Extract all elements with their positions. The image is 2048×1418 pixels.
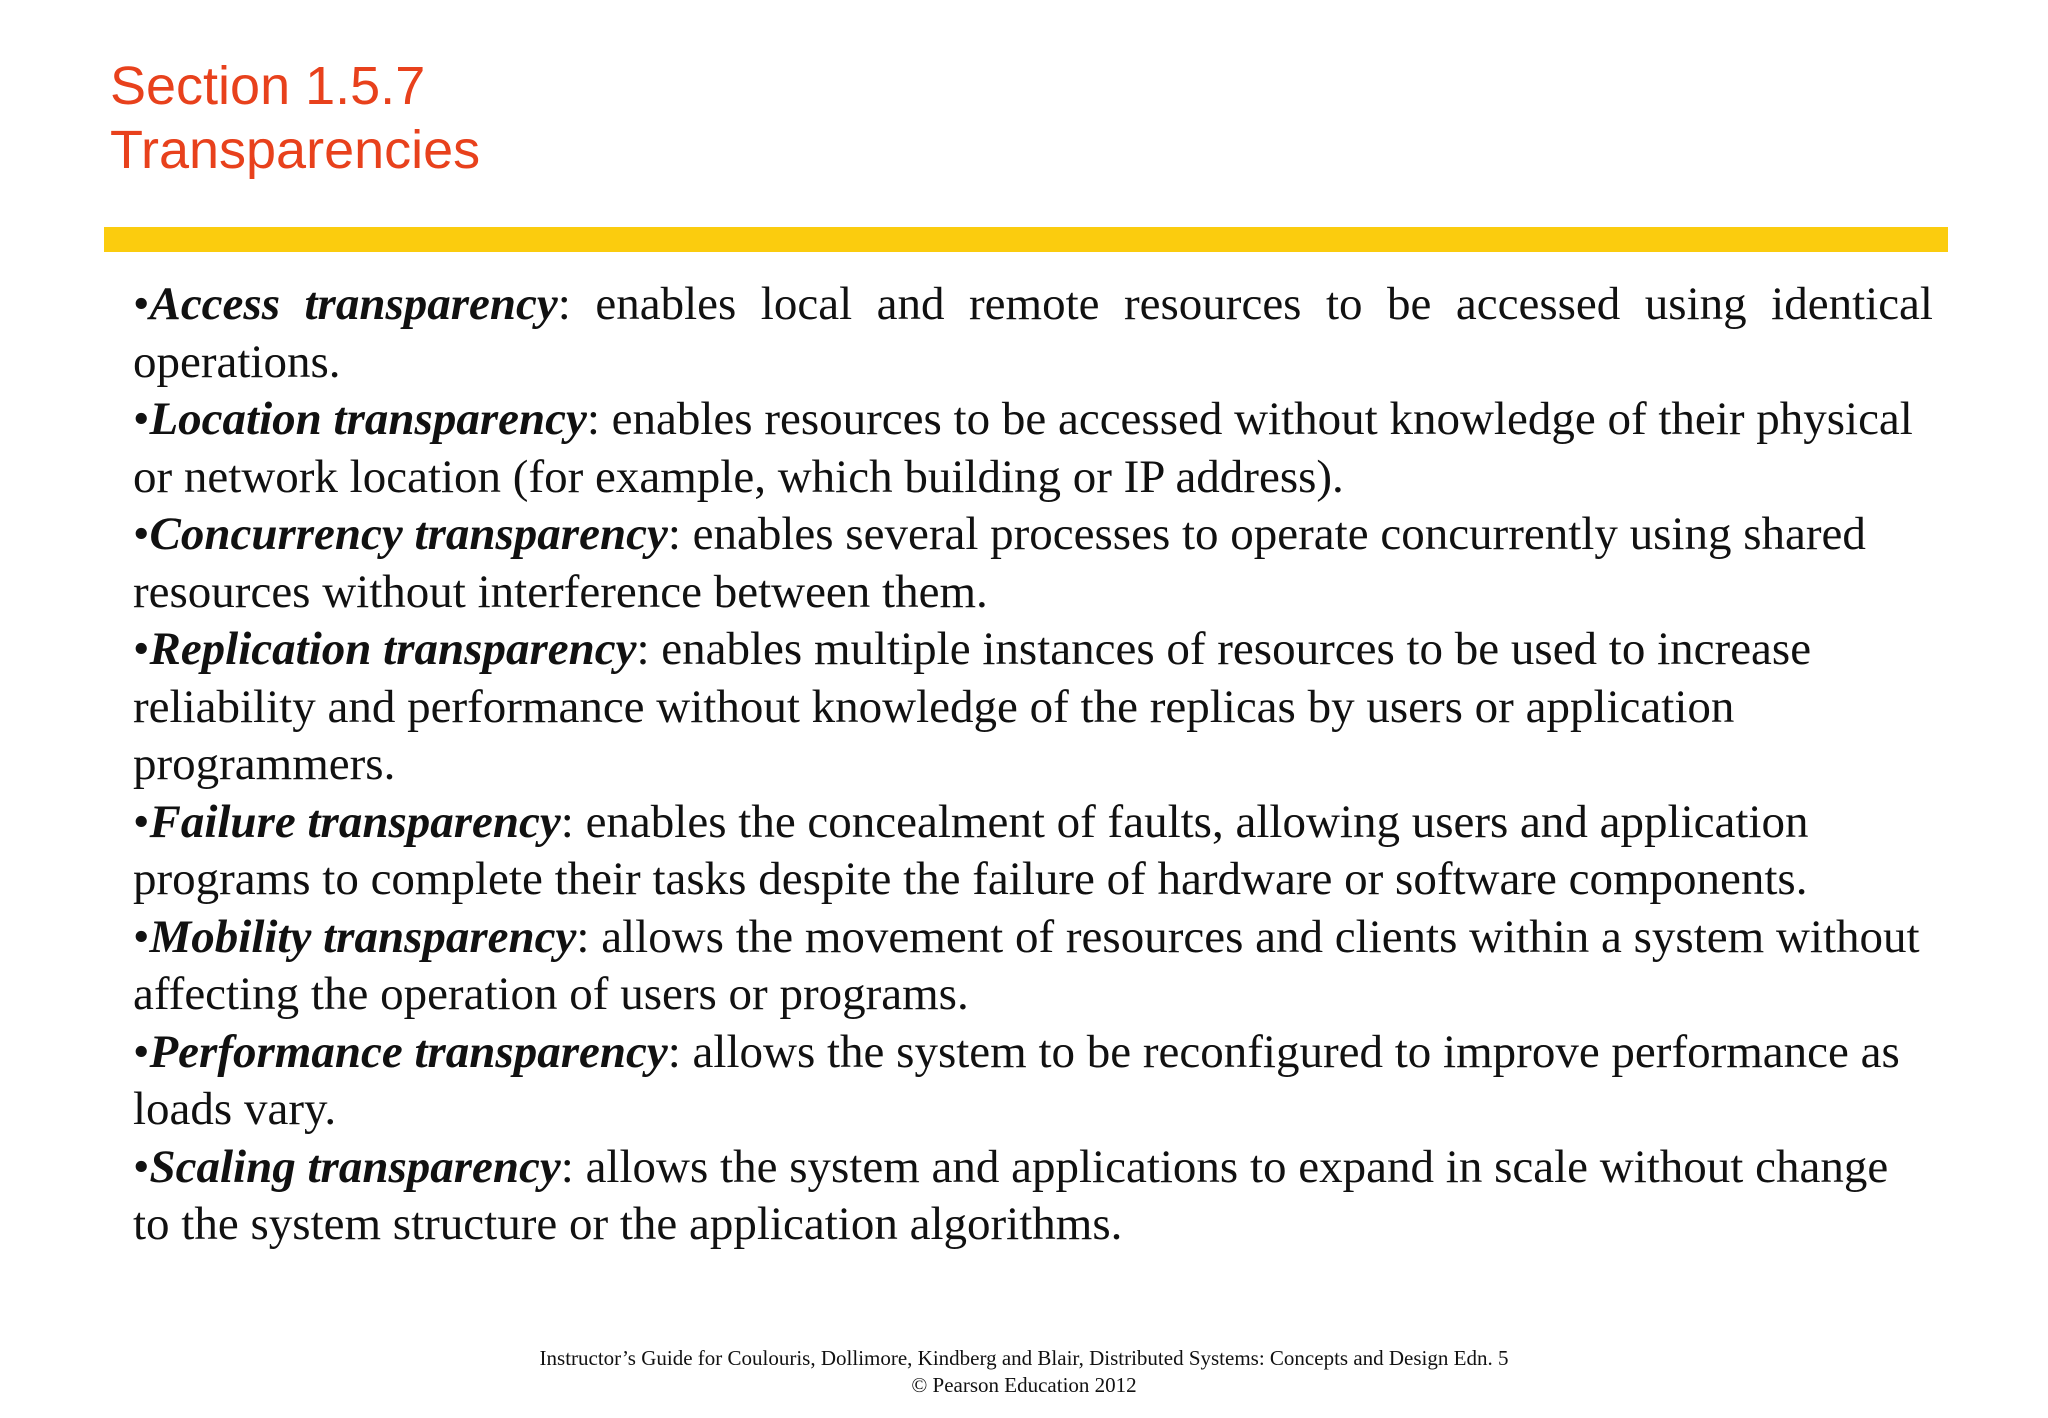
list-item bbox=[133, 1139, 1933, 1254]
item-term: Performance transparency bbox=[149, 1025, 668, 1078]
bullet: • bbox=[133, 278, 150, 330]
bullet: • bbox=[133, 795, 150, 848]
item-description: : allows the system to be reconfigured to improve performance as loads vary. bbox=[133, 1025, 1900, 1135]
list-item bbox=[133, 391, 1933, 506]
item-description: : enables resources to be accessed without knowledge of their physical or network location (for example, which building or IP address). bbox=[133, 393, 1913, 503]
item-term: Location transparency bbox=[149, 393, 587, 445]
item-description: : allows the movement of resources and clients within a system without affecting the operation of users or programs. bbox=[133, 910, 1920, 1020]
title-divider bbox=[104, 227, 1948, 252]
item-term: Replication transparency bbox=[149, 623, 637, 675]
item-description: : enables local and remote resources to be accessed using identical operations. bbox=[133, 278, 1933, 388]
list-item bbox=[133, 1024, 1933, 1139]
list-item bbox=[133, 794, 1933, 909]
item-term: Scaling transparency bbox=[149, 1140, 561, 1193]
item-term: Failure transparency bbox=[149, 795, 561, 848]
list-item bbox=[133, 909, 1933, 1024]
item-description: : enables the concealment of faults, allowing users and application programs to complete their tasks despite the failure of hardware or software components. bbox=[133, 795, 1809, 905]
item-term: Mobility transparency bbox=[149, 910, 577, 963]
list-item bbox=[133, 621, 1933, 794]
bullet: • bbox=[133, 1140, 150, 1193]
footer-copyright: © Pearson Education 2012 bbox=[911, 1373, 1137, 1397]
bullet: • bbox=[133, 623, 150, 675]
bullet: • bbox=[133, 1025, 150, 1078]
bullet: • bbox=[133, 508, 150, 560]
bullet: • bbox=[133, 393, 150, 445]
footer-citation: Instructor’s Guide for Coulouris, Dollimore, Kindberg and Blair, Distributed Systems: Concepts and Design Edn. 5 bbox=[539, 1346, 1509, 1370]
list-item bbox=[133, 506, 1933, 621]
slide-footer bbox=[0, 1345, 2048, 1399]
item-term: Concurrency transparency bbox=[149, 508, 668, 560]
section-number: Section 1.5.7 bbox=[110, 56, 426, 116]
item-description: : enables several processes to operate concurrently using shared resources without interference between them. bbox=[133, 508, 1866, 618]
item-term: Access transparency bbox=[149, 278, 558, 330]
item-description: : allows the system and applications to expand in scale without change to the system structure or the application algorithms. bbox=[133, 1140, 1889, 1250]
transparency-list bbox=[133, 276, 1933, 1254]
item-description: : enables multiple instances of resources to be used to increase reliability and performance without knowledge of the replicas by users or application programmers. bbox=[133, 623, 1812, 790]
slide-title bbox=[110, 54, 480, 182]
list-item bbox=[133, 276, 1933, 391]
section-title: Transparencies bbox=[110, 120, 481, 180]
bullet: • bbox=[133, 910, 150, 963]
